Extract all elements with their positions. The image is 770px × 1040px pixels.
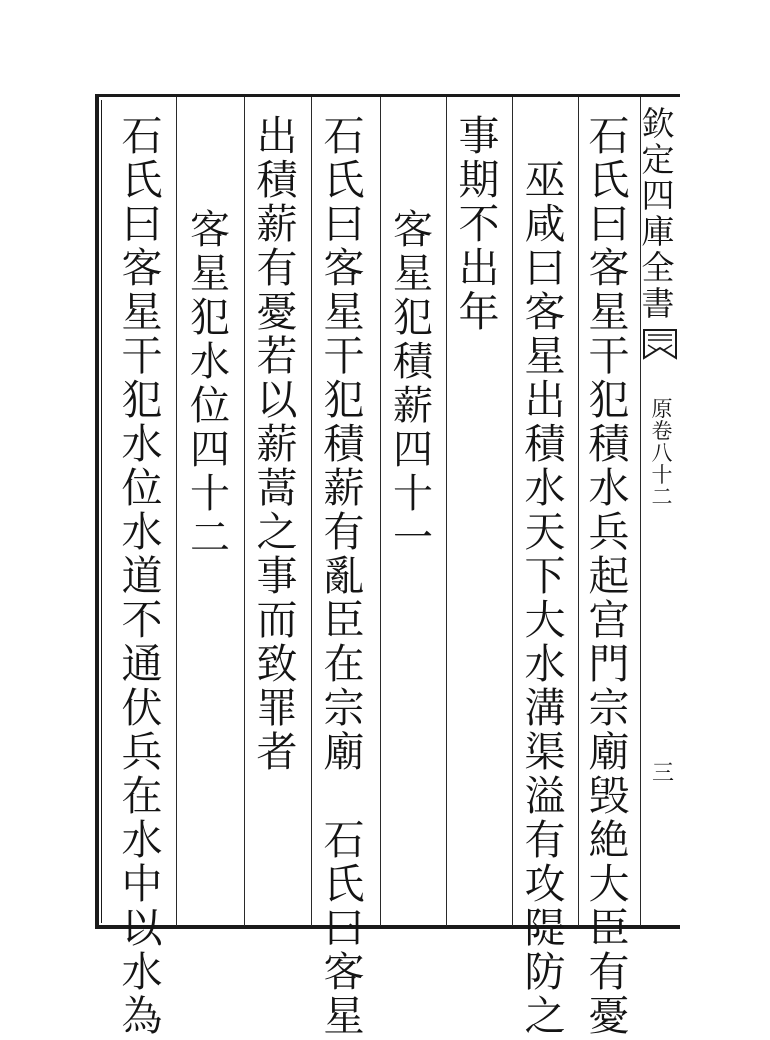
glyph: 在 [323, 640, 365, 688]
glyph: 之 [256, 508, 298, 556]
text-column-2 [521, 158, 569, 1038]
glyph: 渠 [524, 728, 566, 776]
glyph: 十 [393, 471, 433, 517]
glyph: 四 [393, 427, 433, 473]
glyph: 定 [641, 140, 675, 179]
glyph: 水 [121, 420, 163, 468]
glyph: 客 [323, 244, 365, 292]
glyph: 氏 [121, 156, 163, 204]
glyph: 全 [641, 248, 675, 287]
glyph: 出 [256, 112, 298, 160]
glyph: 氏 [588, 156, 630, 204]
glyph: 中 [121, 860, 163, 908]
text-column-4 [389, 208, 437, 560]
glyph: 門 [588, 640, 630, 688]
page-border-inner [101, 100, 102, 923]
glyph: 宗 [588, 684, 630, 732]
glyph: 不 [121, 596, 163, 644]
column-rule [446, 97, 447, 926]
glyph: 亂 [323, 552, 365, 600]
glyph: 道 [121, 552, 163, 600]
glyph: 積 [256, 156, 298, 204]
glyph: 出 [524, 376, 566, 424]
glyph: 水 [524, 640, 566, 688]
glyph: 原 [651, 397, 673, 421]
glyph: 天 [524, 508, 566, 556]
glyph: 若 [256, 332, 298, 380]
glyph: 以 [256, 376, 298, 424]
text-column-7 [186, 208, 234, 560]
glyph: 薪 [256, 420, 298, 468]
glyph: 四 [641, 176, 675, 215]
glyph: 期 [458, 156, 500, 204]
glyph: 客 [121, 244, 163, 292]
glyph: 二 [190, 515, 230, 561]
text-column-1 [585, 114, 633, 1038]
glyph: 兵 [121, 728, 163, 776]
glyph: 位 [121, 464, 163, 512]
glyph: 一 [393, 515, 433, 561]
glyph: 八 [651, 441, 673, 465]
glyph: 水 [121, 816, 163, 864]
glyph: 下 [524, 552, 566, 600]
text-column-6 [253, 114, 301, 774]
glyph: 積 [524, 420, 566, 468]
glyph: 宗 [323, 684, 365, 732]
glyph: 起 [588, 552, 630, 600]
glyph: 出 [458, 244, 500, 292]
glyph: 水 [121, 508, 163, 556]
glyph: 事 [458, 112, 500, 160]
glyph: 星 [323, 992, 365, 1040]
glyph: 曰 [323, 200, 365, 248]
page-number: 三 [652, 761, 675, 786]
volume-label [648, 398, 676, 508]
glyph: 通 [121, 640, 163, 688]
glyph: 防 [524, 948, 566, 996]
glyph: 廟 [588, 728, 630, 776]
glyph: 客 [524, 288, 566, 336]
glyph: 卷 [651, 419, 673, 443]
glyph: 毁 [588, 772, 630, 820]
glyph: 曰 [588, 200, 630, 248]
text-column-5 [320, 114, 368, 1038]
glyph: 臣 [323, 596, 365, 644]
glyph: 水 [121, 948, 163, 996]
glyph: 有 [256, 244, 298, 292]
glyph: 大 [588, 860, 630, 908]
glyph: 溝 [524, 684, 566, 732]
glyph: 十 [651, 463, 673, 487]
glyph: 薪 [393, 383, 433, 429]
glyph: 以 [121, 904, 163, 952]
glyph: 年 [458, 288, 500, 336]
glyph: 四 [190, 427, 230, 473]
glyph: 憂 [588, 992, 630, 1040]
glyph: 事 [256, 552, 298, 600]
column-rule [311, 97, 312, 926]
glyph: 犯 [323, 376, 365, 424]
glyph: 水 [524, 464, 566, 512]
column-rule [512, 97, 513, 926]
glyph: 干 [588, 332, 630, 380]
glyph: 積 [588, 420, 630, 468]
glyph: 星 [121, 288, 163, 336]
glyph: 氏 [323, 860, 365, 908]
glyph: 庫 [641, 212, 675, 251]
glyph: 積 [323, 420, 365, 468]
glyph: 十 [190, 471, 230, 517]
glyph: 犯 [121, 376, 163, 424]
glyph: 犯 [588, 376, 630, 424]
glyph: 曰 [323, 904, 365, 952]
text-column-8 [118, 114, 166, 1038]
glyph: 氏 [323, 156, 365, 204]
glyph: 兵 [588, 508, 630, 556]
glyph: 罪 [256, 684, 298, 732]
glyph: 臣 [588, 904, 630, 952]
glyph: 巫 [524, 156, 566, 204]
glyph: 水 [588, 464, 630, 512]
glyph: 石 [323, 112, 365, 160]
glyph: 石 [588, 112, 630, 160]
fishtail-mark-icon [643, 328, 677, 360]
column-rule [578, 97, 579, 926]
book-title [638, 106, 678, 322]
glyph: 薪 [256, 200, 298, 248]
glyph: 犯 [190, 295, 230, 341]
glyph: 而 [256, 596, 298, 644]
glyph: 大 [524, 596, 566, 644]
glyph: 星 [190, 251, 230, 297]
glyph: 星 [323, 288, 365, 336]
glyph: 在 [121, 772, 163, 820]
glyph: 星 [588, 288, 630, 336]
glyph: 曰 [524, 244, 566, 292]
column-rule [244, 97, 245, 926]
glyph: 積 [393, 339, 433, 385]
glyph: 干 [121, 332, 163, 380]
glyph: 隄 [524, 904, 566, 952]
glyph: 石 [121, 112, 163, 160]
glyph: 有 [588, 948, 630, 996]
column-rule [380, 97, 381, 926]
glyph: 攻 [524, 860, 566, 908]
glyph [320, 774, 368, 818]
glyph: 位 [190, 383, 230, 429]
glyph: 干 [323, 332, 365, 380]
glyph: 致 [256, 640, 298, 688]
glyph: 有 [323, 508, 365, 556]
glyph: 不 [458, 200, 500, 248]
glyph: 之 [524, 992, 566, 1040]
glyph: 蒿 [256, 464, 298, 512]
glyph: 絶 [588, 816, 630, 864]
glyph: 客 [190, 207, 230, 253]
glyph: 憂 [256, 288, 298, 336]
glyph: 伏 [121, 684, 163, 732]
glyph: 石 [323, 816, 365, 864]
glyph: 書 [641, 284, 675, 323]
glyph: 客 [323, 948, 365, 996]
glyph: 咸 [524, 200, 566, 248]
glyph: 水 [190, 339, 230, 385]
glyph: 溢 [524, 772, 566, 820]
glyph: 星 [524, 332, 566, 380]
column-rule [176, 97, 177, 926]
glyph: 為 [121, 992, 163, 1040]
glyph: 二 [651, 485, 673, 509]
glyph: 客 [393, 207, 433, 253]
glyph: 薪 [323, 464, 365, 512]
glyph: 曰 [121, 200, 163, 248]
glyph: 星 [393, 251, 433, 297]
glyph: 者 [256, 728, 298, 776]
glyph: 客 [588, 244, 630, 292]
glyph: 廟 [323, 728, 365, 776]
text-column-3 [455, 114, 503, 334]
glyph: 有 [524, 816, 566, 864]
glyph: 犯 [393, 295, 433, 341]
glyph: 宫 [588, 596, 630, 644]
glyph: 欽 [641, 104, 675, 143]
